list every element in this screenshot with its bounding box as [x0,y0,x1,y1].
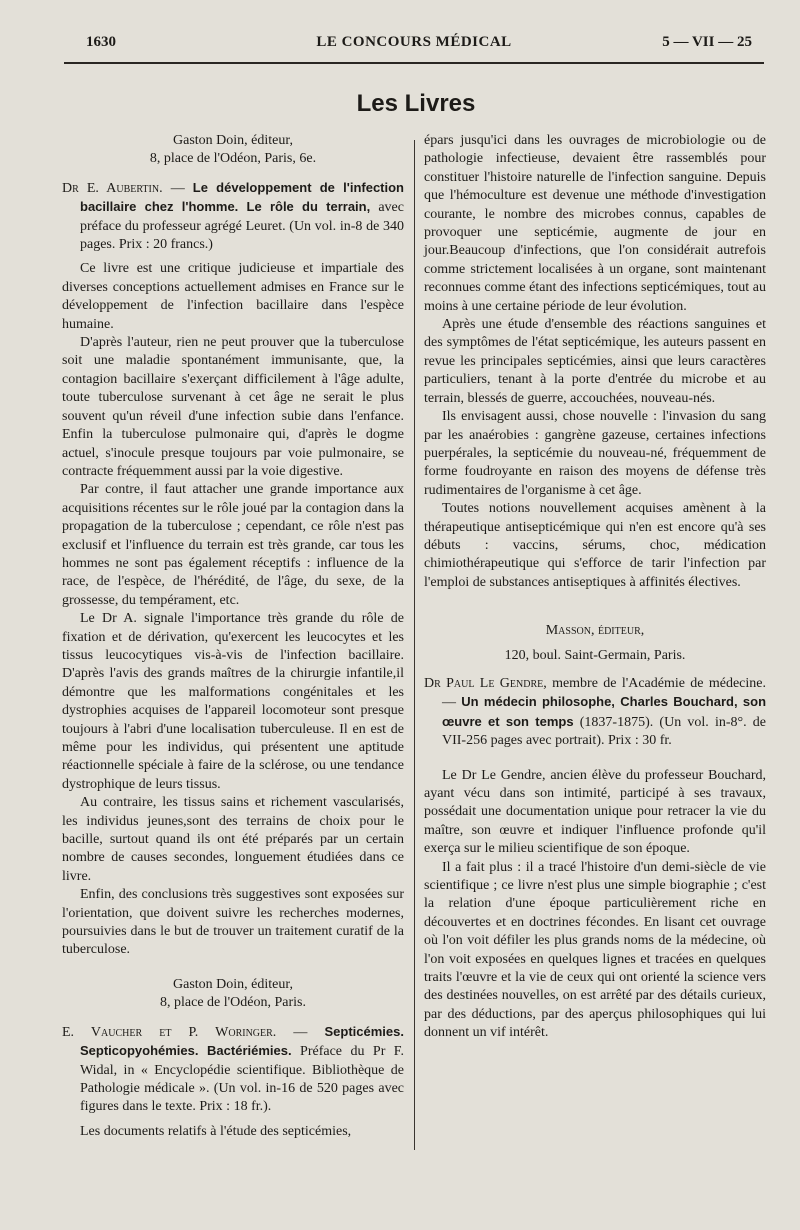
book-title: Septicémies. Septicopyohémies. Bactériémies. [80,1023,404,1059]
publisher-address: 8, place de l'Odéon, Paris, 6e. [149,151,317,167]
book-entry [62,179,404,255]
publisher-address: 120, boul. Saint-Germain, Paris. [504,647,686,663]
review-paragraph: Après une étude d'ensemble des réactions sanguines et des symptômes de l'état septicémique, les auteurs passent en revue les principales septicémies, ainsi que leurs caractères particuliers, tenant à la porte d'entrée du microbe et au terrain, blessés de guerre, accouchées, nouveau-nés. [424,317,766,406]
review-paragraph: D'après l'auteur, rien ne peut prouver que la tuberculose soit une maladie spontanément immunisante, que, la contagion bacillaire s'exerçant difficilement à l'âge adulte, toute tuberculose survenant à cet âge ne serait le plus souvent qu'un réveil d'une infection subie dans l'enfance. Enfin la tuberculose pulmonaire qui, d'après le dogme actuel, s'inocule presque toujours par voie pulmonaire, se contracte fréquemment aussi par la voie digestive. [62,335,404,479]
review-paragraph: Ce livre est une critique judicieuse et impartiale des diverses conceptions actuellement admises en France sur le développement de l'infection bacillaire dans l'espèce humaine. [62,261,404,332]
review-paragraph: Par contre, il faut attacher une grande importance aux acquisitions récentes sur le rôle joué par la contagion dans la propagation de la tuberculose ; cependant, ce rôle n'est pas exclusif et l'influence du terrain est très grande, car tous les hommes ne sont pas également réceptifs : influence de la race, de l'espèce, de l'hérédité, de l'âge, du sexe, de la grossesse, du tempérament, etc. [62,482,404,608]
book-title: Un médecin philosophe, Charles Bouchard, son œuvre et son temps [442,694,767,729]
section-title: Les Livres [356,90,476,117]
page-number: 1630 [86,34,116,50]
review-paragraph: Au contraire, les tissus sains et richement vascularisés, les individus jeunes,sont des terrains de choix pour le bacille, surtout quand ils ont été préparés par un certain nombre de causes secondes, longuement étudiées dans ce livre. [62,795,404,884]
review-paragraph: Toutes notions nouvellement acquises amènent à la thérapeutique antisepticémique qui n'en est encore qu'à ses débuts : vaccins, sérums, choc, médication chimiothérapeutique qui s'efforce de tarir l'infection par l'emploi de substances antiseptiques à affinités électives. [424,501,766,590]
book-details: (1837-1875). (Un vol. in-8°. de VII-256 pages avec portrait). Prix : 30 fr. [442,714,766,749]
book-author: Dr Paul Le Gendre, [424,675,553,691]
book-entry [62,1023,404,1117]
header-rule [64,62,764,64]
review-paragraph: Il a fait plus : il a tracé l'histoire d'un demi-siècle de vie scientifique ; ce livre n'est plus une simple biographie ; c'est la relation d'une époque particulièrement riche en découvertes et en doctrines fécondes. En lisant cet ouvrage où l'on voit défiler les plus grands noms de la médecine, où l'on voit exposées en quelques lignes et tracées en quelques traits l'œuvre et la vie de ceux qui ont orienté la science vers des destinées nouvelles, on est arrêté par des détails curieux, par des déductions, par des aperçus philosophiques qui lui donnent un vif intérêt. [424,859,766,1041]
review-paragraph: Les documents relatifs à l'étude des septicémies, [80,1123,352,1139]
review-paragraph: Enfin, des conclusions très suggestives sont exposées sur l'orientation, que doivent suivre les recherches modernes, poursuivies dans le but de trouver un traitement curatif de la tuberculose. [62,887,404,958]
review-paragraph: Ils envisagent aussi, chose nouvelle : l'invasion du sang par les anaérobies : gangrène gazeuse, certaines infections puerpérales, la septicémie du nouveau-né, fréquemment de forme foudroyante en raison des moyens de défense très rudimentaires de l'organisme à cet âge. [424,409,766,498]
book-entry [424,675,766,751]
publisher-line: Gaston Doin, éditeur, [173,133,293,148]
book-details: avec préface du professeur agrégé Leuret. (Un vol. in-8 de 340 pages. Prix : 20 francs.) [80,200,404,253]
publisher-address: 8, place de l'Odéon, Paris. [160,995,306,1011]
issue-date: 5 — VII — 25 [662,34,752,50]
column-divider [414,140,415,1150]
review-paragraph: épars jusqu'ici dans les ouvrages de microbiologie ou de pathologie infectieuse, devaient être rassemblés pour constituer l'histoire naturelle de l'infection sanguine. Depuis que l'hémoculture est devenue une méthode d'investigation courante, le nombre des microbes connus, capables de provoquer une septicémie, augmente de jour en jour.Beaucoup d'infections, que l'on considérait autrefois comme strictement localisées à un organe, sont maintenant reconnues comme étant des infections septicémiques, tout au moins à une certaine période de leur évolution. [424,133,766,314]
review-paragraph: Le Dr A. signale l'importance très grande du rôle de fixation et de dérivation, qu'exercent les leucocytes et les tissus leucocytiques vis-à-vis de l'infection bacillaire. D'après l'avis des grands maîtres de la chirurgie infantile,il démontre que les malformations congénitales et les dystrophies acquises de l'appareil locomoteur sont presque toujours à l'abri d'une localisation tuberculeuse. Il en est de même pour les individus, qui présentent une aptitude réactionnelle spéciale à faire de la sclérose, ou une tendance dystrophique de leurs tissus. [62,611,404,792]
left-column [62,132,404,1141]
publisher-line: Gaston Doin, éditeur, [173,976,293,992]
book-title: Le développement de l'infection bacillaire chez l'homme. Le rôle du terrain, [80,179,404,215]
book-author: Dr E. Aubertin. — [62,180,193,196]
page-header [64,34,764,56]
right-column [424,132,766,1043]
journal-title: LE CONCOURS MÉDICAL [316,34,512,50]
review-paragraph: Le Dr Le Gendre, ancien élève du professeur Bouchard, ayant vécu dans son intimité, participé à ses travaux, possédait une documentation unique pour retracer la vie du maître, son œuvre et indiquer l'influence profonde qu'il exerça sur le milieu scientifique de son époque. [424,767,766,857]
book-details: Préface du Pr F. Widal, in « Encyclopédie scientifique. Bibliothèque de Pathologie médicale ». (Un vol. in-16 de 520 pages avec figures dans le texte. Prix : 18 fr.). [80,1044,404,1115]
author-role: membre de l'Académie de médecine. — [442,675,766,711]
publisher-line: Masson, éditeur, [545,623,645,639]
book-author: E. Vaucher et P. Woringer. — [62,1024,325,1040]
